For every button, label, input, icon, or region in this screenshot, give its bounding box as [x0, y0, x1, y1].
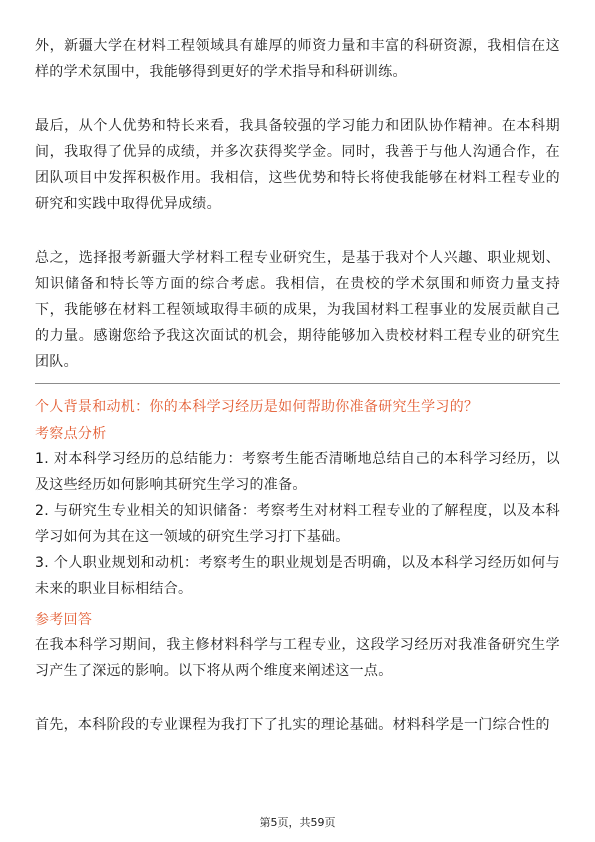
- body-paragraph-2: 最后，从个人优势和特长来看，我具备较强的学习能力和团队协作精神。在本科期间，我取得了优异的成绩，并多次获得奖学金。同时，我善于与他人沟通合作，在团队项目中发挥积极作用。我相信，这些优势和特长将使我能够在材料工程专业的研究和实践中取得优异成绩。: [35, 118, 560, 212]
- body-paragraph-1: 外，新疆大学在材料工程领域具有雄厚的师资力量和丰富的科研资源，我相信在这样的学术氛围中，我能够得到更好的学术指导和科研训练。: [35, 38, 560, 80]
- section-divider: [35, 383, 560, 384]
- answer-heading: 参考回答: [35, 612, 93, 628]
- paragraph-gap: [35, 217, 560, 245]
- page-content: [35, 33, 560, 738]
- interview-question: 个人背景和动机：你的本科学习经历是如何帮助你准备研究生学习的？: [35, 399, 479, 415]
- analysis-heading: 考察点分析: [35, 426, 107, 442]
- analysis-item-2: 2. 与研究生专业相关的知识储备：考察考生对材料工程专业的了解程度，以及本科学习如何为其在这一领域的研究生学习打下基础。: [35, 503, 560, 545]
- answer-paragraph-2: 首先，本科阶段的专业课程为我打下了扎实的理论基础。材料科学是一门综合性的: [35, 717, 550, 733]
- body-paragraph-3: 总之，选择报考新疆大学材料工程专业研究生，是基于我对个人兴趣、职业规划、知识储备和特长等方面的综合考虑。我相信，在贵校的学术氛围和师资力量支持下，我能够在材料工程领域取得丰硕的成果，为我国材料工程事业的发展贡献自己的力量。感谢您给予我这次面试的机会，期待能够加入贵校材料工程专业的研究生团队。: [35, 250, 560, 370]
- paragraph-gap: [35, 684, 560, 712]
- answer-paragraph-1: 在我本科学习期间，我主修材料科学与工程专业，这段学习经历对我准备研究生学习产生了深远的影响。以下将从两个维度来阐述这一点。: [35, 637, 560, 679]
- page-number-footer: 第5页，共59页: [259, 816, 336, 829]
- paragraph-gap: [35, 85, 560, 113]
- analysis-item-3: 3. 个人职业规划和动机：考察考生的职业规划是否明确，以及本科学习经历如何与未来的职业目标相结合。: [35, 555, 560, 597]
- analysis-item-1: 1. 对本科学习经历的总结能力：考察考生能否清晰地总结自己的本科学习经历，以及这些经历如何影响其研究生学习的准备。: [35, 451, 560, 493]
